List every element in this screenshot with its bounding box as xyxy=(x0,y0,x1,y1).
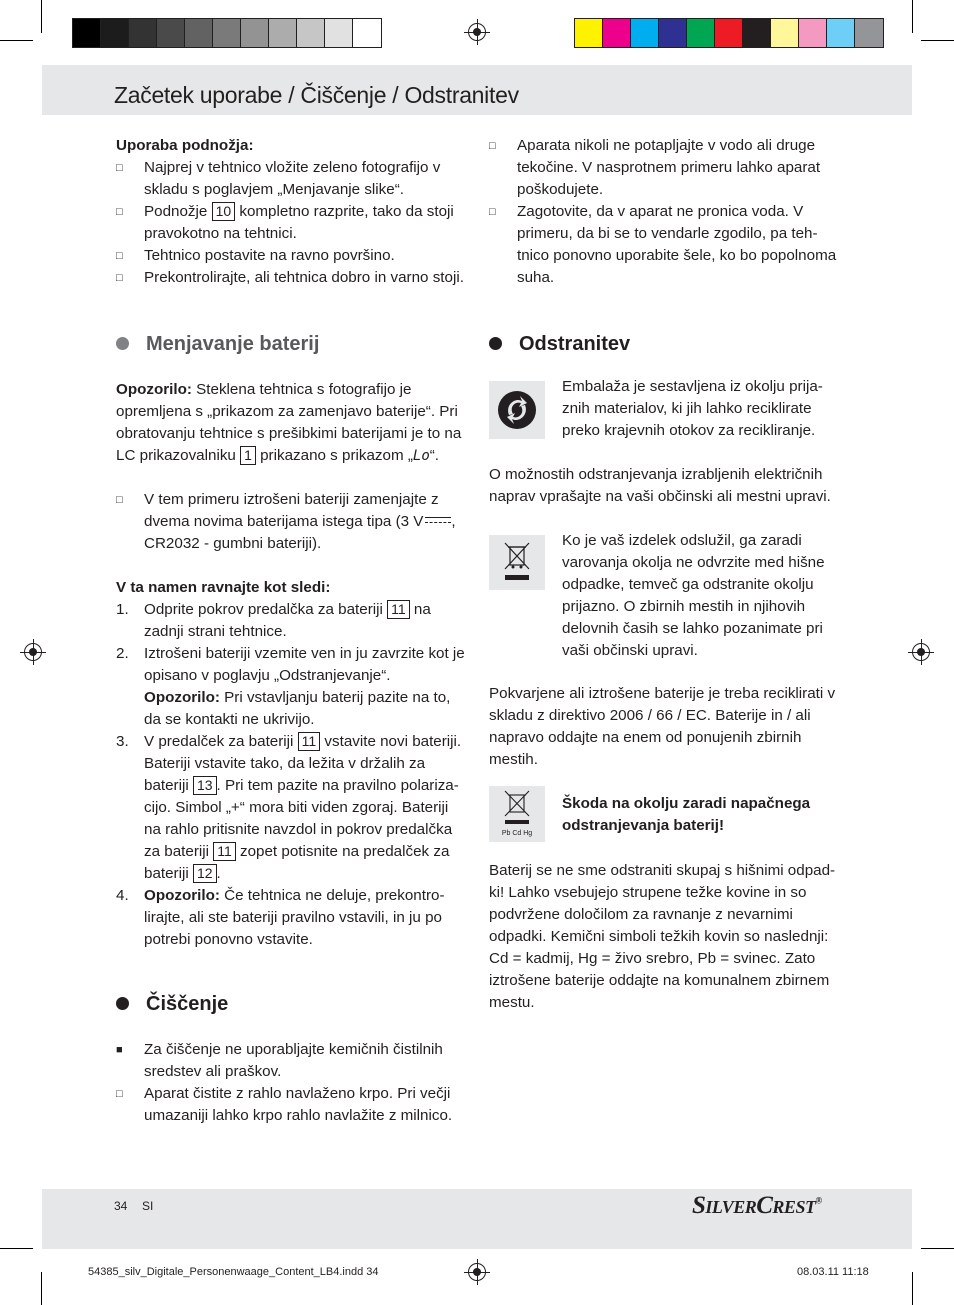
registration-mark-icon xyxy=(468,1263,486,1281)
disposal-heading xyxy=(489,331,841,357)
list-item xyxy=(116,489,468,555)
list-item xyxy=(116,245,468,267)
warning-label: Opozorilo: xyxy=(144,689,220,706)
brand-registered: ® xyxy=(815,1195,822,1206)
text-part: na zadnji strani tehtnice. xyxy=(144,601,431,640)
color-swatch xyxy=(771,19,799,47)
list-item xyxy=(116,157,468,201)
step-text: Iztrošeni bateriji vzemite ven in ju zavrzite kot je opisano v poglavju „Odstranjevanje“. xyxy=(144,645,465,684)
ref-number: 11 xyxy=(298,732,321,751)
square-bullet-icon: ■ xyxy=(116,1044,123,1056)
left-column xyxy=(116,135,468,1127)
text-part: V predalček za bateriji xyxy=(144,733,298,750)
text-part: . xyxy=(216,865,221,882)
color-swatch xyxy=(631,19,659,47)
color-swatch xyxy=(101,19,129,47)
battery-warning xyxy=(116,379,468,467)
lo-display-symbol: Lo xyxy=(412,448,430,464)
list-item xyxy=(116,201,468,245)
list-item-text: Za čiščenje ne uporabljajte kemičnih čistilnih sredstev ali praškov. xyxy=(144,1041,443,1080)
color-swatch xyxy=(827,19,855,47)
color-swatch xyxy=(687,19,715,47)
color-swatch xyxy=(575,19,603,47)
brand-logo xyxy=(692,1192,822,1220)
list-item-text: Aparat čistite z rahlo navlaženo krpo. Pri večji umazaniji lahko krpo rahlo navlažite z milnico. xyxy=(144,1085,453,1124)
list-item xyxy=(489,201,841,289)
color-swatch xyxy=(715,19,743,47)
bullet-dot-icon xyxy=(489,337,502,350)
checkbox-bullet-icon: □ xyxy=(116,494,123,506)
list-item xyxy=(116,1083,468,1127)
color-swatch xyxy=(73,19,101,47)
color-swatch xyxy=(325,19,353,47)
battery-warning-text: Baterij se ne sme odstraniti skupaj s hišnimi odpadki! Lahko vsebujejo strupene težke kovine in so podvržene določilom za ravnanje z nevarnimi odpadki. Kemični simboli težkih kovin so naslednji: Cd = kadmij, Hg = živo srebro, Pb = svinec. Zato iztrošene baterije oddajte na komunalnem zbirnem mestu. xyxy=(489,862,836,1011)
color-swatch xyxy=(353,19,381,47)
step-number: 3. xyxy=(116,733,129,750)
ref-number: 1 xyxy=(240,446,256,465)
color-swatch xyxy=(185,19,213,47)
crop-mark xyxy=(0,1248,33,1249)
checkbox-bullet-icon: □ xyxy=(116,162,123,174)
page-header xyxy=(42,65,912,115)
step-number: 2. xyxy=(116,645,129,662)
warning-text: prikazano s prikazom „ xyxy=(255,447,413,464)
crop-mark xyxy=(41,0,42,33)
indd-filename: 54385_silv_Digitale_Personenwaage_Content_LB4.indd 34 xyxy=(88,1266,379,1278)
checkbox-bullet-icon: □ xyxy=(489,206,496,218)
list-item-text: Zagotovite, da v aparat ne pronica voda. V primeru, da bi se to vendarle zgodilo, pa tehtnico ponovno uporabite šele, ko bo popolnoma suha. xyxy=(517,203,837,286)
battery-icon-label: Pb Cd Hg xyxy=(501,830,533,837)
warning-text: “. xyxy=(429,447,440,464)
list-item-text: Tehtnico postavite na ravno površino. xyxy=(144,247,395,264)
right-list xyxy=(489,135,841,289)
stand-heading: Uporaba podnožja: xyxy=(116,137,254,154)
packaging-text: Embalaža je sestavljena iz okolju prijaznih materialov, ki jih lahko reciklirate preko krajevnih otokov za recikliranje. xyxy=(562,378,823,439)
step-item xyxy=(116,599,468,643)
info-text: O možnostih odstranjevanja izrabljenih električnih naprav vprašajte na vaši občinski ali mestni upravi. xyxy=(489,466,831,505)
indd-date: 08.03.11 11:18 xyxy=(797,1266,869,1278)
page-title: Začetek uporabe / Čiščenje / Odstranitev xyxy=(114,82,519,108)
ref-number: 13 xyxy=(193,776,217,795)
crop-mark xyxy=(921,40,954,41)
battery-heading xyxy=(116,331,468,357)
ref-number: 11 xyxy=(213,842,236,861)
color-swatch xyxy=(297,19,325,47)
text-part: . Pri tem pazite na pravilno polarizacijo. Simbol „+“ mora biti viden zgoraj. Bateriji na rahlo pritisnite navzdol in pokrov predalčka za bateriji xyxy=(144,777,459,860)
checkbox-bullet-icon: □ xyxy=(116,250,123,262)
color-swatch xyxy=(241,19,269,47)
ref-number: 10 xyxy=(212,202,236,221)
crop-mark xyxy=(912,0,913,33)
crop-mark xyxy=(921,1248,954,1249)
ref-number: 11 xyxy=(387,600,410,619)
cleaning-heading-text: Čiščenje xyxy=(146,993,229,1015)
step-list xyxy=(116,599,468,951)
crop-mark xyxy=(912,1272,913,1305)
color-swatch xyxy=(269,19,297,47)
text-part: vstavite novi bateriji. Bateriji vstavite tako, da ležita v držalih za bateriji xyxy=(144,733,462,794)
list-item-text: Aparata nikoli ne potapljajte v vodo ali druge tekočine. V nasprotnem primeru lahko aparat poškodujete. xyxy=(517,137,821,198)
checkbox-bullet-icon: □ xyxy=(489,140,496,152)
text-part: zopet potisnite na predalček za bateriji xyxy=(144,843,450,882)
warning-text: Če tehtnica ne deluje, prekontrolirajte, ali ste bateriji pravilno vstavili, in ju po potrebi ponovno vstavite. xyxy=(144,887,445,948)
bullet-dot-icon xyxy=(116,337,129,350)
list-item xyxy=(116,1039,468,1083)
list-item xyxy=(489,135,841,201)
step-number: 1. xyxy=(116,601,129,618)
step-item xyxy=(116,885,468,951)
warning-text: Steklena tehtnica s fotografijo je opremljena s „prikazom za zamenjavo baterije“. Pri obratovanju tehtnice s prešibkimi baterijami je to na LC prikazovalniku xyxy=(116,381,462,464)
color-swatch xyxy=(603,19,631,47)
ref-number: 12 xyxy=(193,864,217,883)
weee-text: Ko je vaš izdelek odslužil, ga zaradi varovanja okolja ne odvrzite med hišne odpadke, temveč ga odstranite okolju prijazno. O zbirnih mestih in njihovih delovnih časih se lahko pozanimate pri vaši občinski upravi. xyxy=(562,532,825,659)
warning-label: Opozorilo: xyxy=(144,887,220,904)
color-swatch xyxy=(855,19,883,47)
checkbox-bullet-icon: □ xyxy=(116,1088,123,1100)
registration-mark-icon xyxy=(468,23,486,41)
warning-text: Pri vstavljanju baterij pazite na to, da se kontakti ne ukrivijo. xyxy=(144,689,451,728)
color-swatch xyxy=(743,19,771,47)
registration-mark-icon xyxy=(24,643,42,661)
list-item-text: Najprej v tehtnico vložite zeleno fotografijo v skladu s poglavjem „Menjavanje slike“. xyxy=(144,159,441,198)
color-swatch xyxy=(659,19,687,47)
bullet-dot-icon xyxy=(116,997,129,1010)
checkbox-bullet-icon: □ xyxy=(116,272,123,284)
crop-mark xyxy=(0,40,33,41)
crop-mark xyxy=(41,1272,42,1305)
text-part: Podnožje xyxy=(144,203,212,220)
color-swatch xyxy=(213,19,241,47)
battery-warning-heading: Škoda na okolju zaradi napačnega odstranjevanja baterij! xyxy=(562,795,811,834)
stand-list xyxy=(116,157,468,289)
brand-name: SilverCrest xyxy=(692,1192,816,1219)
step-number: 4. xyxy=(116,887,129,904)
text-part: Odprite pokrov predalčka za bateriji xyxy=(144,601,388,618)
dc-symbol-icon xyxy=(423,517,451,527)
cleaning-heading xyxy=(116,991,468,1017)
color-swatch xyxy=(157,19,185,47)
replace-text: V tem primeru iztrošeni bateriji zamenjajte z dvema novima baterijama istega tipa (3 V xyxy=(144,491,439,530)
step-item xyxy=(116,643,468,731)
disposal-heading-text: Odstranitev xyxy=(519,333,631,355)
page-number: 34 xyxy=(114,1199,128,1213)
checkbox-bullet-icon: □ xyxy=(116,206,123,218)
color-swatch xyxy=(799,19,827,47)
cleaning-list xyxy=(116,1039,468,1127)
process-color-bar xyxy=(574,18,884,48)
grayscale-color-bar xyxy=(72,18,382,48)
recycling-icon xyxy=(489,381,545,439)
list-item xyxy=(116,267,468,289)
text-part: kompletno razprite, tako da stoji pravokotno na tehtnici. xyxy=(144,203,454,242)
right-column xyxy=(489,135,841,357)
color-swatch xyxy=(129,19,157,47)
battery-bin-icon xyxy=(489,786,545,842)
procedure-heading: V ta namen ravnajte kot sledi: xyxy=(116,579,331,596)
crossed-bin-icon xyxy=(489,535,545,590)
page-footer xyxy=(42,1189,912,1249)
step-item xyxy=(116,731,468,885)
list-item-text: Prekontrolirajte, ali tehtnica dobro in varno stoji. xyxy=(144,269,464,286)
replace-text: , CR2032 - gumbni bateriji). xyxy=(144,513,456,552)
battery-heading-text: Menjavanje baterij xyxy=(146,333,320,355)
language-code: SI xyxy=(142,1199,154,1213)
registration-mark-icon xyxy=(912,643,930,661)
warning-label: Opozorilo: xyxy=(116,381,192,398)
battery-recycle-text: Pokvarjene ali iztrošene baterije je treba reciklirati v skladu z direktivo 2006 / 66 / EC. Baterije in / ali napravo oddajte na enem od ponujenih zbirnih mestih. xyxy=(489,685,836,768)
